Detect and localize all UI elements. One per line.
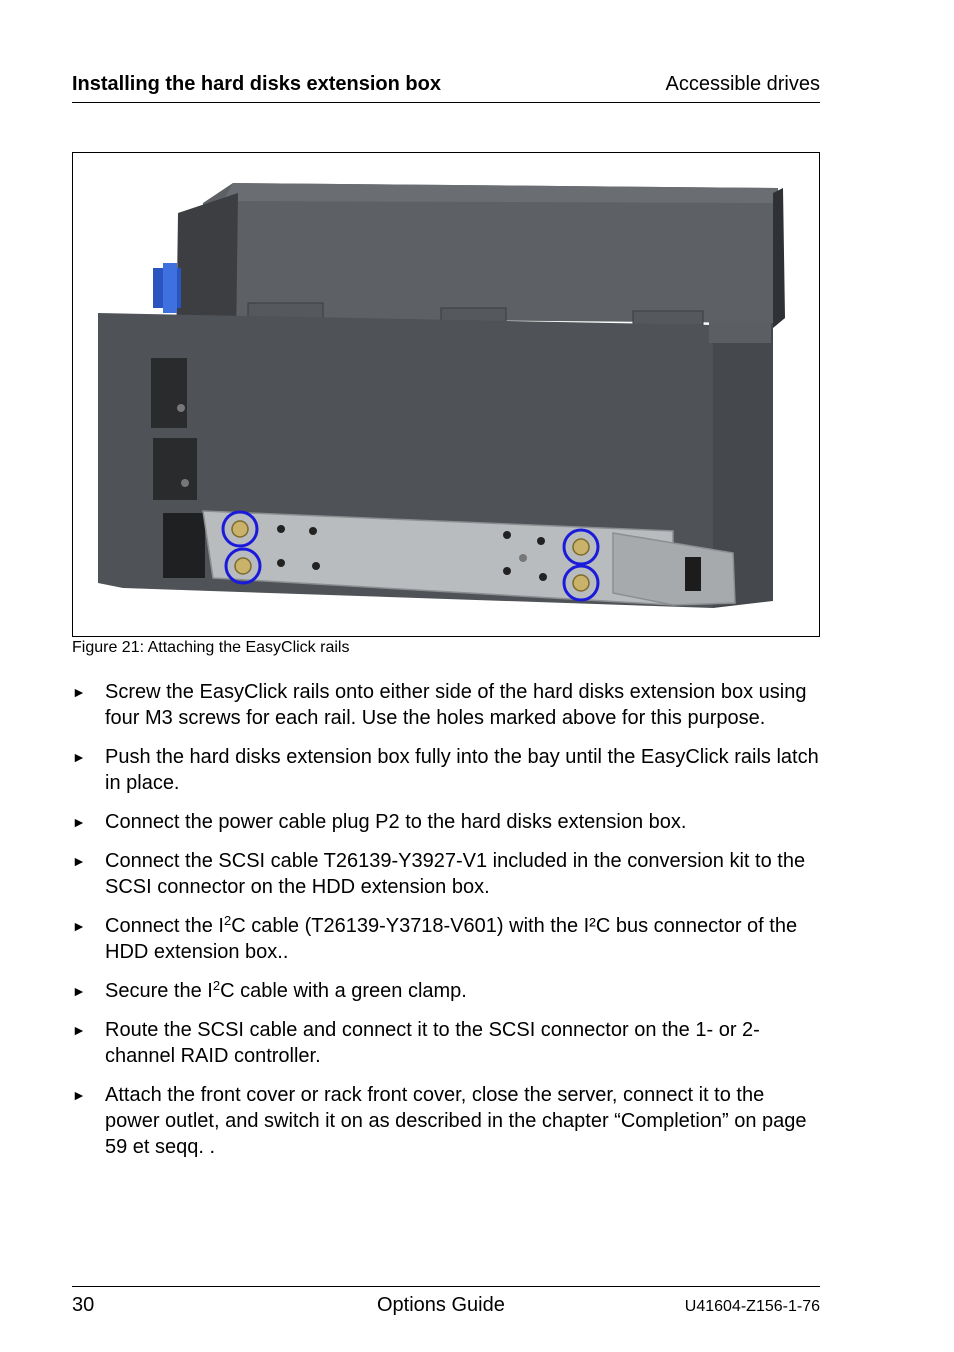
superscript: 2 (223, 913, 232, 928)
bullet-arrow-icon: ► (72, 918, 86, 934)
list-item (72, 679, 822, 731)
bullet-arrow-icon: ► (72, 1087, 86, 1103)
bullet-arrow-icon: ► (72, 853, 86, 869)
step-text: Attach the front cover or rack front cover, close the server, connect it to the power outlet, and switch it on as described in the chapter “Completion” on page 59 et seqq. . (105, 1084, 807, 1158)
bullet-arrow-icon: ► (72, 983, 86, 999)
bullet-arrow-icon: ► (72, 749, 86, 765)
box-top (198, 183, 778, 323)
box-right-side (773, 188, 785, 328)
step-text: Screw the EasyClick rails onto either side of the hard disks extension box using four M3 screws for each rail. Use the holes marked above for this purpose. (105, 681, 807, 729)
step-text: Connect the SCSI cable T26139-Y3927-V1 included in the conversion kit to the SCSI connector on the HDD extension box. (105, 850, 806, 898)
list-item (72, 1082, 822, 1160)
blue-connector-2 (163, 263, 177, 313)
bay-opening-3 (163, 513, 205, 578)
page-footer (72, 1286, 820, 1321)
step-text-post: C cable (T26139-Y3718-V601) with the I²C bus connector of the HDD extension box.. (105, 915, 798, 963)
front-edge-tab (709, 321, 771, 343)
step-text-post: C cable with a green clamp. (220, 980, 467, 1002)
box-top-ridge (223, 183, 778, 203)
list-item (72, 809, 822, 835)
bullet-arrow-icon: ► (72, 1022, 86, 1038)
step-text-pre: Connect the I (105, 915, 224, 937)
bay-opening-2 (153, 438, 197, 500)
figure-caption: Figure 21: Attaching the EasyClick rails (72, 639, 350, 656)
step-text-pre: Secure the I (105, 980, 213, 1002)
section-title: Installing the hard disks extension box (72, 73, 441, 95)
page-header (72, 72, 820, 103)
step-text: Connect the power cable plug P2 to the hard disks extension box. (105, 811, 687, 833)
instruction-list (72, 679, 822, 1173)
hdd-box-illustration (73, 153, 819, 636)
chapter-title: Accessible drives (665, 73, 820, 95)
bullet-arrow-icon: ► (72, 814, 86, 830)
page-number: 30 (72, 1294, 95, 1316)
document-code: U41604-Z156-1-76 (684, 1298, 820, 1315)
figure-easyclick-rails (72, 152, 820, 637)
document-title: Options Guide (377, 1294, 505, 1316)
superscript: 2 (212, 978, 221, 993)
list-item (72, 744, 822, 796)
list-item (72, 1017, 822, 1069)
bay-opening-1 (151, 358, 187, 428)
step-text: Push the hard disks extension box fully into the bay until the EasyClick rails latch in place. (105, 746, 819, 794)
top-notch-3 (633, 311, 703, 325)
step-text: Route the SCSI cable and connect it to the SCSI connector on the 1- or 2-channel RAID controller. (105, 1019, 760, 1067)
list-item (72, 913, 822, 965)
rail-slot (685, 557, 701, 591)
list-item (72, 848, 822, 900)
bullet-arrow-icon: ► (72, 684, 86, 700)
list-item (72, 978, 822, 1004)
